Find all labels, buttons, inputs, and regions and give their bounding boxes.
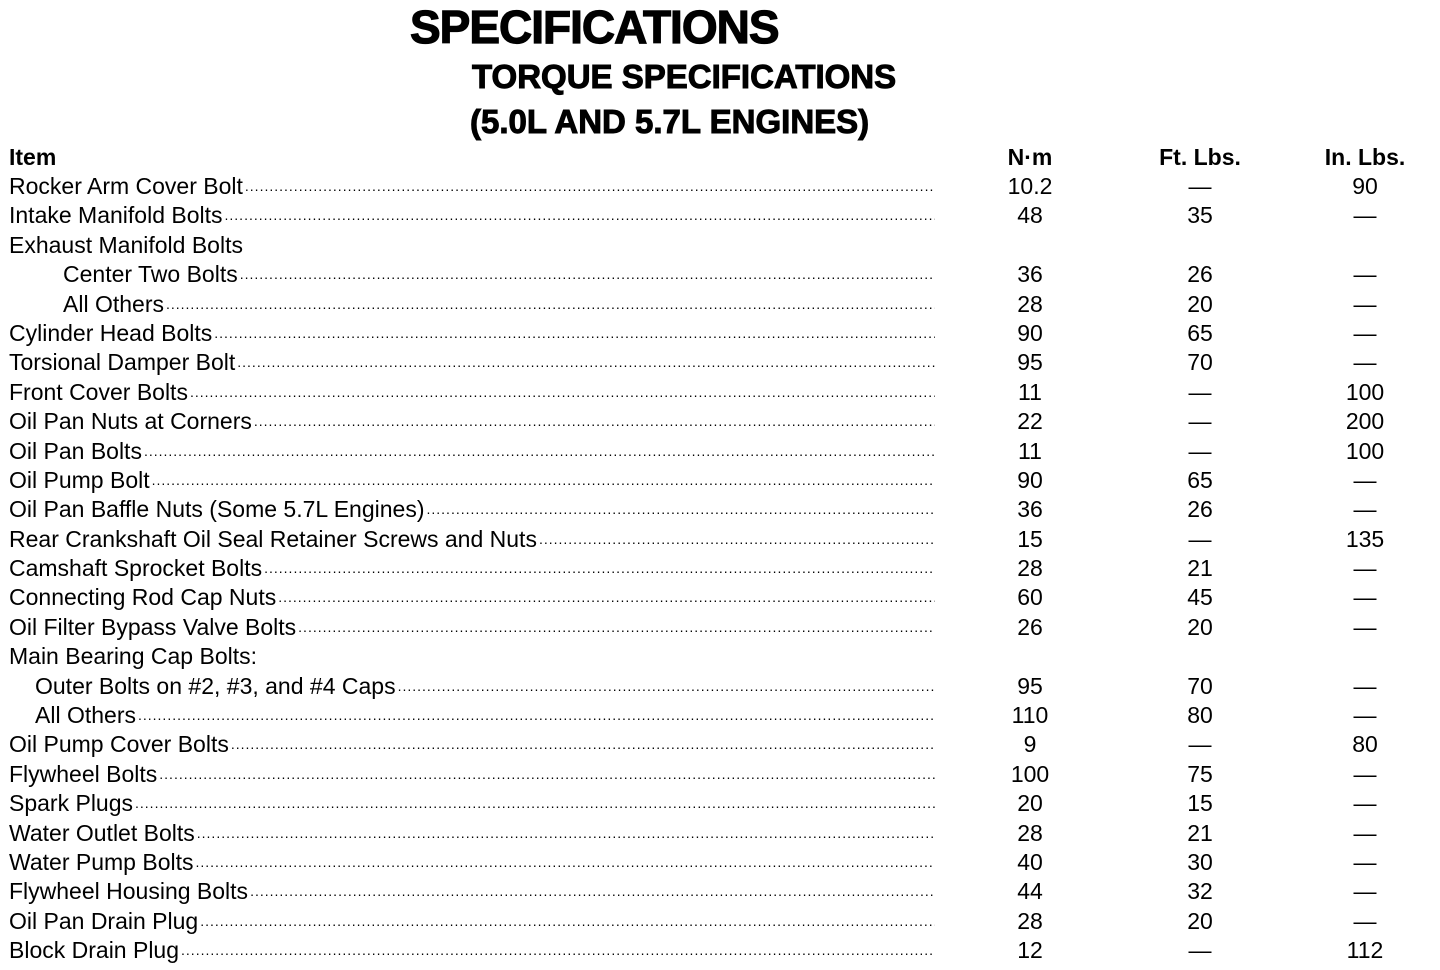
row-label-wrap [9, 789, 935, 818]
row-value-ft-lbs: 35 [1187, 202, 1213, 229]
row-value-nm: 36 [1017, 261, 1043, 288]
dot-leader [264, 554, 935, 583]
column-header-nm: N·m [1007, 144, 1053, 170]
row-value-in-lbs: — [1353, 613, 1377, 640]
row-value-nm: 22 [1017, 408, 1043, 435]
row-value-ft-lbs: — [1188, 378, 1212, 405]
row-value-in-lbs: 200 [1345, 408, 1385, 435]
row-label-wrap [9, 819, 935, 848]
table-row [0, 613, 1440, 642]
row-value-ft-lbs: 20 [1187, 290, 1213, 317]
row-value-ft-lbs: 15 [1187, 790, 1213, 817]
table-row [0, 936, 1440, 965]
row-value-nm: 10.2 [1007, 173, 1053, 199]
dot-leader [539, 525, 935, 554]
dot-leader [181, 936, 935, 965]
dot-leader [427, 495, 936, 524]
row-item-label: Main Bearing Cap Bolts: [9, 643, 258, 670]
row-value-nm: 90 [1017, 319, 1043, 346]
row-item-label: Intake Manifold Bolts [9, 202, 223, 229]
row-label-wrap [9, 437, 935, 466]
row-value-nm: 15 [1017, 525, 1043, 552]
row-item-label: Spark Plugs [9, 790, 134, 817]
dot-leader [159, 760, 935, 789]
row-value-in-lbs: 90 [1352, 173, 1378, 199]
row-item-label: Block Drain Plug [9, 937, 180, 964]
table-row [0, 848, 1440, 877]
row-value-in-lbs: — [1353, 496, 1377, 523]
row-value-in-lbs: — [1353, 702, 1377, 729]
row-value-ft-lbs: 65 [1187, 319, 1213, 346]
row-item-label: Center Two Bolts [63, 261, 238, 288]
row-value-ft-lbs: 80 [1187, 702, 1213, 729]
row-value-in-lbs: 80 [1352, 731, 1378, 758]
row-label-wrap [9, 730, 935, 759]
row-item-label: Torsional Damper Bolt [9, 349, 236, 376]
row-value-in-lbs: — [1353, 819, 1377, 846]
dot-leader [298, 613, 935, 642]
dot-leader [398, 672, 935, 701]
row-value-nm: 20 [1017, 790, 1043, 817]
row-label-wrap [9, 231, 935, 260]
row-item-label: Camshaft Sprocket Bolts [9, 555, 263, 582]
row-value-nm: 26 [1017, 613, 1043, 640]
row-item-label: Flywheel Bolts [9, 760, 158, 787]
table-row [0, 495, 1440, 524]
table-row [0, 466, 1440, 495]
row-item-label: All Others [63, 290, 164, 317]
dot-leader [152, 466, 935, 495]
row-label-wrap [9, 172, 935, 201]
row-label-wrap [9, 672, 935, 701]
table-row [0, 378, 1440, 407]
row-item-label: Water Outlet Bolts [9, 819, 195, 846]
table-row [0, 730, 1440, 759]
row-item-label: Cylinder Head Bolts [9, 319, 213, 346]
dot-leader [200, 907, 935, 936]
row-value-nm: 11 [1018, 437, 1042, 464]
row-value-nm: 9 [1023, 731, 1037, 758]
row-value-ft-lbs: 65 [1187, 466, 1213, 493]
table-row [0, 819, 1440, 848]
table-row [0, 877, 1440, 906]
table-row [0, 437, 1440, 466]
row-label-wrap [9, 201, 935, 230]
table-row [0, 348, 1440, 377]
row-value-ft-lbs: 20 [1187, 613, 1213, 640]
row-value-ft-lbs: 30 [1187, 848, 1213, 875]
table-row [0, 319, 1440, 348]
row-value-ft-lbs: 26 [1187, 496, 1213, 523]
row-value-in-lbs: — [1353, 878, 1377, 905]
row-value-nm: 90 [1017, 466, 1043, 493]
row-value-ft-lbs: — [1188, 408, 1212, 435]
row-label-wrap [9, 936, 935, 965]
row-label-wrap [9, 583, 935, 612]
row-label-wrap [9, 848, 935, 877]
table-row [0, 260, 1440, 289]
row-label-wrap [9, 319, 935, 348]
table-row [0, 525, 1440, 554]
row-value-in-lbs: — [1353, 848, 1377, 875]
row-value-ft-lbs: 70 [1187, 349, 1213, 376]
dot-leader [166, 290, 935, 319]
row-value-ft-lbs: 32 [1187, 878, 1213, 905]
row-item-label: Outer Bolts on #2, #3, and #4 Caps [35, 672, 396, 699]
row-label-wrap [9, 554, 935, 583]
row-item-label: Rocker Arm Cover Bolt [9, 173, 243, 199]
dot-leader [237, 348, 935, 377]
dot-leader [240, 260, 935, 289]
row-item-label: Rear Crankshaft Oil Seal Retainer Screws and Nuts [9, 525, 537, 552]
row-label-wrap [9, 407, 935, 436]
table-row [0, 554, 1440, 583]
row-item-label: Exhaust Manifold Bolts [9, 231, 243, 258]
row-label-wrap [9, 378, 935, 407]
row-value-in-lbs: — [1353, 319, 1377, 346]
row-value-in-lbs: — [1353, 290, 1377, 317]
dot-leader [135, 789, 935, 818]
column-header-item: Item [9, 144, 57, 170]
table-row [0, 201, 1440, 230]
section-subtitle: TORQUE SPECIFICATIONS [472, 58, 897, 95]
row-label-wrap [9, 642, 935, 671]
row-item-label: Oil Pan Bolts [9, 437, 142, 464]
row-value-nm: 40 [1017, 848, 1043, 875]
row-item-label: Oil Pan Drain Plug [9, 907, 199, 934]
row-value-ft-lbs: — [1188, 731, 1212, 758]
row-label-wrap [9, 613, 935, 642]
row-item-label: Front Cover Bolts [9, 378, 188, 405]
table-row [0, 907, 1440, 936]
row-value-in-lbs: — [1353, 349, 1377, 376]
row-value-nm: 28 [1017, 819, 1043, 846]
row-label-wrap [9, 348, 935, 377]
dot-leader [278, 583, 935, 612]
table-row [0, 583, 1440, 612]
row-label-wrap [9, 877, 935, 906]
row-value-ft-lbs: — [1188, 173, 1212, 199]
table-row [0, 701, 1440, 730]
row-label-wrap [9, 495, 935, 524]
row-label-wrap [9, 290, 935, 319]
dot-leader [231, 730, 935, 759]
row-label-wrap [9, 760, 935, 789]
torque-table [0, 172, 1440, 966]
table-header [0, 143, 1440, 172]
dot-leader [225, 201, 935, 230]
row-value-in-lbs: — [1353, 202, 1377, 229]
row-value-ft-lbs: 70 [1187, 672, 1213, 699]
table-row [0, 231, 1440, 260]
row-label-wrap [9, 701, 935, 730]
row-label-wrap [9, 525, 935, 554]
row-value-ft-lbs: — [1188, 525, 1212, 552]
row-value-in-lbs: — [1353, 907, 1377, 934]
page-title: SPECIFICATIONS [410, 1, 779, 53]
row-label-wrap [9, 260, 935, 289]
row-value-ft-lbs: 20 [1187, 907, 1213, 934]
dot-leader [250, 877, 935, 906]
dot-leader [214, 319, 935, 348]
row-value-ft-lbs: 75 [1187, 760, 1213, 787]
row-value-in-lbs: 112 [1346, 937, 1384, 964]
row-value-ft-lbs: 26 [1187, 261, 1213, 288]
row-item-label: Oil Pan Baffle Nuts (Some 5.7L Engines) [9, 496, 425, 523]
row-item-label: Connecting Rod Cap Nuts [9, 584, 277, 611]
row-value-in-lbs: — [1353, 760, 1377, 787]
column-header-ft-lbs: Ft. Lbs. [1159, 144, 1241, 170]
dot-leader [254, 407, 935, 436]
dot-leader [197, 819, 935, 848]
dot-leader [144, 437, 935, 466]
row-value-nm: 100 [1010, 760, 1050, 787]
table-row [0, 789, 1440, 818]
row-value-in-lbs: — [1353, 261, 1377, 288]
row-value-in-lbs: — [1353, 790, 1377, 817]
dot-leader [190, 378, 935, 407]
dot-leader [195, 848, 935, 877]
row-value-ft-lbs: 21 [1187, 555, 1213, 582]
row-value-in-lbs: — [1353, 466, 1377, 493]
row-value-nm: 60 [1017, 584, 1043, 611]
row-value-nm: 44 [1017, 878, 1043, 905]
row-label-wrap [9, 907, 935, 936]
row-value-ft-lbs: 21 [1187, 819, 1213, 846]
row-value-nm: 36 [1017, 496, 1043, 523]
row-value-nm: 95 [1017, 672, 1043, 699]
table-row [0, 672, 1440, 701]
row-value-ft-lbs: — [1188, 937, 1212, 964]
row-value-nm: 95 [1017, 349, 1043, 376]
row-value-in-lbs: 135 [1345, 525, 1385, 552]
row-value-ft-lbs: — [1188, 437, 1212, 464]
row-value-nm: 28 [1017, 907, 1043, 934]
row-value-in-lbs: 100 [1345, 378, 1385, 405]
table-row [0, 760, 1440, 789]
section-subtitle-engines: (5.0L AND 5.7L ENGINES) [470, 103, 870, 140]
row-value-nm: 28 [1017, 290, 1043, 317]
row-item-label: Oil Pump Bolt [9, 466, 150, 493]
row-item-label: Water Pump Bolts [9, 848, 194, 875]
row-value-in-lbs: — [1353, 672, 1377, 699]
table-row [0, 172, 1440, 201]
dot-leader [245, 172, 935, 201]
row-item-label: Oil Pan Nuts at Corners [9, 408, 252, 435]
row-value-nm: 48 [1017, 202, 1043, 229]
row-value-in-lbs: 100 [1345, 437, 1385, 464]
row-value-nm: 110 [1011, 702, 1049, 729]
column-header-in-lbs: In. Lbs. [1324, 144, 1406, 170]
row-item-label: All Others [35, 702, 136, 729]
row-value-in-lbs: — [1353, 584, 1377, 611]
row-label-wrap [9, 466, 935, 495]
row-value-in-lbs: — [1353, 555, 1377, 582]
row-value-ft-lbs: 45 [1187, 584, 1213, 611]
row-value-nm: 28 [1017, 555, 1043, 582]
row-item-label: Flywheel Housing Bolts [9, 878, 249, 905]
row-item-label: Oil Pump Cover Bolts [9, 731, 229, 758]
dot-leader [138, 701, 935, 730]
row-item-label: Oil Filter Bypass Valve Bolts [9, 613, 297, 640]
table-row [0, 290, 1440, 319]
row-value-nm: 11 [1018, 378, 1042, 405]
table-row [0, 642, 1440, 671]
table-row [0, 407, 1440, 436]
row-value-nm: 12 [1017, 937, 1043, 964]
